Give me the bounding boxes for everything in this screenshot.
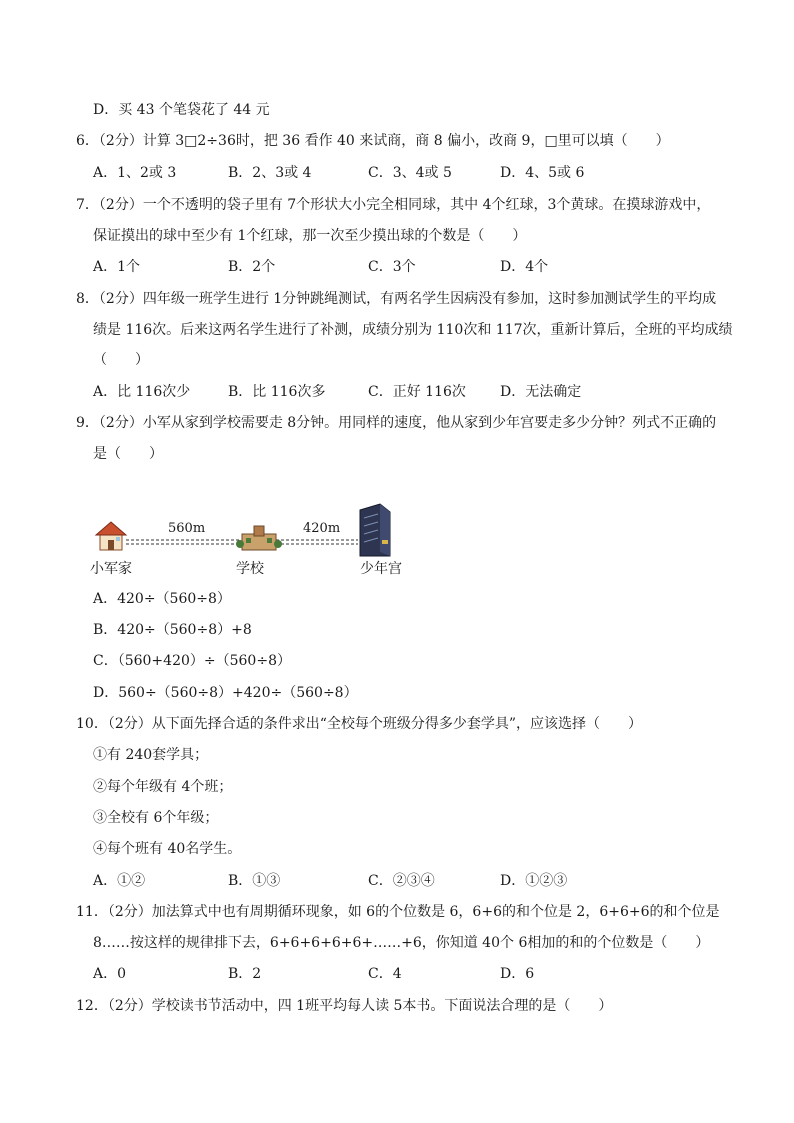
route-diagram — [86, 500, 426, 584]
q11-stem-line2: 8……按这样的规律排下去，6+6+6+6+6+……+6，你知道 40个 6相加的和的个位数是（ ） — [93, 935, 710, 951]
route-diagram-graphic — [86, 500, 426, 560]
q6-option-d: D．4、5或 6 — [500, 165, 585, 181]
q10-option-d: D．①②③ — [500, 873, 568, 889]
q11-option-b: B．2 — [228, 966, 262, 982]
q7-stem-line1: 7．（2分）一个不透明的袋子里有 7个形状大小完全相同球，其中 4个红球，3个黄球。在摸球游戏中， — [76, 197, 711, 213]
q9-stem-line2: 是（ ） — [93, 446, 163, 462]
q5-option-d: D．买 43 个笔袋花了 44 元 — [93, 102, 270, 118]
place-label-home: 小军家 — [90, 561, 132, 577]
q10-option-a: A．①② — [93, 873, 146, 889]
q10-stem: 10．（2分）从下面先择合适的条件求出“全校每个班级分得多少套学具”，应该选择（ ） — [76, 716, 643, 732]
q10-option-c: C．②③④ — [368, 873, 435, 889]
house-icon — [96, 522, 126, 550]
q11-option-a: A．0 — [93, 966, 127, 982]
q6-option-b: B．2、3或 4 — [228, 165, 312, 181]
q6-stem: 6．（2分）计算 3□2÷36时，把 36 看作 40 来试商，商 8 偏小，改商 9，□里可以填（ ） — [76, 133, 670, 149]
distance-label-2: 420m — [303, 521, 341, 536]
q8-option-d: D．无法确定 — [500, 384, 582, 400]
q9-option-d: D．560÷（560÷8）+420÷（560÷8） — [93, 685, 358, 701]
q10-condition-4: ④每个班有 40名学生。 — [93, 841, 242, 857]
q10-condition-2: ②每个年级有 4个班； — [93, 779, 233, 795]
q9-option-b: B．420÷（560÷8）+8 — [93, 622, 252, 638]
q8-stem-line3: （ ） — [93, 352, 149, 368]
q8-option-c: C．正好 116次 — [368, 384, 466, 400]
q7-option-d: D．4个 — [500, 259, 549, 275]
q9-stem-line1: 9．（2分）小军从家到学校需要走 8分钟。用同样的速度，他从家到少年宫要走多少分钟？列式不正确的 — [76, 415, 717, 431]
q9-option-c: C．（560+420）÷（560÷8） — [93, 653, 291, 669]
place-label-school: 学校 — [236, 561, 264, 577]
q8-option-b: B．比 116次多 — [228, 384, 326, 400]
q12-stem: 12．（2分）学校读书节活动中，四 1班平均每人读 5本书。下面说法合理的是（ ） — [76, 998, 613, 1014]
q10-option-b: B．①③ — [228, 873, 281, 889]
building-icon — [360, 504, 390, 556]
q9-option-a: A．420÷（560÷8） — [93, 591, 231, 607]
q11-stem-line1: 11．（2分）加法算式中也有周期循环现象，如 6的个位数是 6，6+6的和个位是 2，6+6+6的和个位是 — [76, 904, 720, 920]
place-label-youth-palace: 少年宫 — [360, 561, 402, 577]
q8-option-a: A．比 116次少 — [93, 384, 191, 400]
distance-label-1: 560m — [168, 521, 206, 536]
q7-stem-line2: 保证摸出的球中至少有 1个红球，那一次至少摸出球的个数是（ ） — [93, 228, 527, 244]
q7-option-b: B．2个 — [228, 259, 276, 275]
q11-option-c: C．4 — [368, 966, 402, 982]
q6-option-a: A．1、2或 3 — [93, 165, 177, 181]
school-icon — [236, 526, 282, 550]
q7-option-a: A．1个 — [93, 259, 141, 275]
q7-option-c: C．3个 — [368, 259, 416, 275]
q10-condition-1: ①有 240套学具； — [93, 747, 209, 763]
q8-stem-line2: 绩是 116次。后来这两名学生进行了补测，成绩分别为 110次和 117次，重新计算后，全班的平均成绩 — [93, 322, 733, 338]
q10-condition-3: ③全校有 6个年级； — [93, 810, 219, 826]
q8-stem-line1: 8．（2分）四年级一班学生进行 1分钟跳绳测试，有两名学生因病没有参加，这时参加测试学生的平均成 — [76, 291, 717, 307]
q6-option-c: C．3、4或 5 — [368, 165, 452, 181]
q11-option-d: D．6 — [500, 966, 535, 982]
